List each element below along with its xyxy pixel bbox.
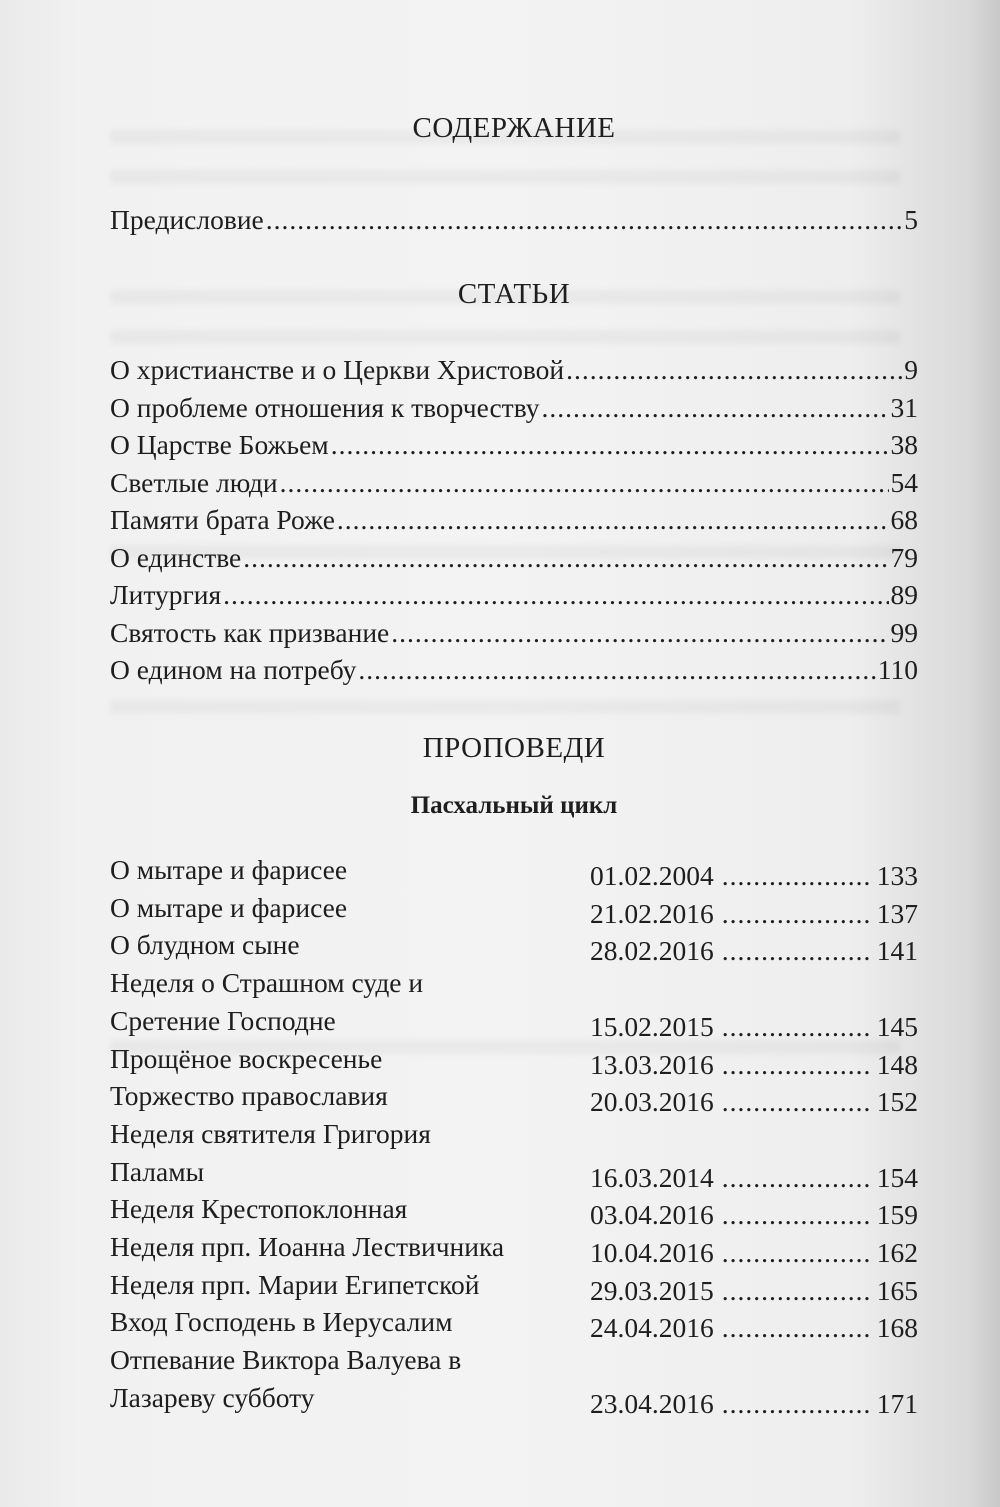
sermon-row (110, 852, 918, 890)
toc-title: Памяти брата Роже (110, 504, 335, 535)
toc-row (110, 465, 918, 501)
toc-row (110, 390, 918, 426)
sermon-date: 29.03.2015 (590, 1274, 714, 1306)
toc-page-number: 152 (876, 1086, 918, 1118)
sermon-date-page (590, 1386, 918, 1422)
leader-dots (243, 540, 888, 576)
sermon-title: Неделя Крестопоклонная (110, 1193, 408, 1225)
leader-dots (722, 1310, 873, 1346)
toc-page-number: 171 (876, 1387, 918, 1419)
leader-dots (722, 1386, 873, 1422)
toc-page-number: 89 (890, 579, 918, 610)
sermon-date: 03.04.2016 (590, 1199, 714, 1231)
sermon-title: О блудном сыне (110, 929, 300, 961)
toc-page-number: 31 (890, 391, 918, 423)
sermon-title: Вход Господень в Иерусалим (110, 1306, 453, 1338)
sermon-title: О мытаре и фарисее (110, 891, 348, 923)
leader-dots (566, 352, 902, 388)
sermon-row (110, 1229, 918, 1267)
toc-row-preface (110, 202, 918, 238)
sermon-row (110, 890, 918, 928)
sermon-row (110, 1191, 918, 1229)
sermon-title: Отпевание Виктора Валуева в (110, 1344, 462, 1376)
leader-dots (722, 1160, 873, 1196)
leader-dots (331, 427, 889, 463)
toc-row (110, 502, 918, 538)
sermon-date-page (590, 1160, 918, 1196)
sermon-title: О мытаре и фарисее (110, 854, 348, 885)
toc-title: О проблеме отношения к творчеству (110, 391, 540, 423)
toc-row (110, 352, 918, 388)
sermon-date-page (590, 896, 918, 932)
toc-page-number: 9 (904, 354, 918, 385)
toc-page-number: 145 (876, 1010, 918, 1042)
toc-page-number: 38 (890, 429, 918, 460)
leader-dots (391, 615, 888, 651)
sermon-date-page (590, 858, 918, 894)
toc-page-number: 162 (876, 1237, 918, 1268)
toc-row (110, 652, 918, 688)
sermon-date-page (590, 1273, 918, 1309)
sermon-date: 23.04.2016 (590, 1387, 714, 1419)
sermon-date: 28.02.2016 (590, 935, 714, 967)
leader-dots (266, 202, 903, 238)
leader-dots (542, 390, 889, 426)
sermon-date: 01.02.2004 (590, 860, 714, 891)
sermon-row (110, 965, 918, 1040)
leader-dots (722, 1235, 873, 1271)
toc-page-number: 137 (876, 897, 918, 929)
leader-dots (722, 1047, 873, 1083)
sermon-row (110, 1078, 918, 1116)
sermon-date: 15.02.2015 (590, 1010, 714, 1042)
sermon-title-continued: Сретение Господне (110, 1004, 336, 1036)
sermons-heading: ПРОПОВЕДИ (422, 732, 606, 764)
leader-dots (722, 1197, 873, 1233)
sermon-date-page (590, 1235, 918, 1271)
toc-title: Литургия (110, 579, 222, 610)
sermon-title: Неделя святителя Григория (110, 1117, 431, 1149)
toc-title: О христианстве и о Церкви Христовой (110, 354, 565, 385)
sermon-date: 13.03.2016 (590, 1048, 714, 1080)
sermon-date-page (590, 1084, 918, 1120)
toc-title: О единстве (110, 541, 242, 573)
toc-page-number: 141 (876, 935, 918, 967)
leader-dots (337, 502, 889, 538)
leader-dots (722, 1009, 873, 1045)
leader-dots (722, 1084, 873, 1120)
toc-title: О едином на потребу (110, 654, 357, 685)
cycle-heading: Пасхальный цикл (410, 792, 618, 819)
toc-row (110, 577, 918, 613)
toc-page-number: 110 (877, 654, 918, 685)
leader-dots (223, 577, 888, 613)
sermon-title: Неделя прп. Марии Египетской (110, 1268, 480, 1300)
sermon-title: Прощёное воскресенье (110, 1042, 383, 1074)
sermon-row (110, 1304, 918, 1342)
toc-page-number: 79 (890, 541, 918, 573)
toc-title: Предисловие (110, 204, 264, 235)
sermon-date: 21.02.2016 (590, 897, 714, 929)
sermon-title: Неделя прп. Иоанна Лествичника (110, 1231, 505, 1262)
toc-page-number: 5 (904, 204, 918, 235)
sermon-date-page (590, 1310, 918, 1346)
toc-title: Светлые люди (110, 466, 278, 498)
sermon-row (110, 1041, 918, 1079)
sermon-row (110, 1116, 918, 1191)
toc-page-number: 168 (876, 1312, 918, 1344)
sermon-date-page (590, 933, 918, 969)
leader-dots (722, 1273, 873, 1309)
toc-page-number: 54 (890, 466, 918, 498)
contents-title: СОДЕРЖАНИЕ (412, 112, 616, 144)
sermon-date: 10.04.2016 (590, 1237, 714, 1268)
sermon-title: Неделя о Страшном суде и (110, 967, 424, 999)
sermon-date-page (590, 1047, 918, 1083)
leader-dots (722, 858, 873, 894)
toc-page-number: 99 (890, 616, 918, 648)
toc-page-number: 154 (876, 1161, 918, 1193)
table-of-contents (110, 0, 918, 1507)
sermon-date-page (590, 1197, 918, 1233)
toc-page-number: 68 (890, 504, 918, 535)
sermon-title: Торжество православия (110, 1080, 388, 1112)
sermon-title-continued: Лазареву субботу (110, 1381, 315, 1413)
sermon-date: 16.03.2014 (590, 1161, 714, 1193)
leader-dots (722, 933, 873, 969)
leader-dots (280, 465, 889, 501)
toc-row (110, 540, 918, 576)
toc-title: Святость как призвание (110, 616, 390, 648)
toc-page-number: 133 (876, 860, 918, 891)
toc-page-number: 159 (876, 1199, 918, 1231)
toc-title: О Царстве Божьем (110, 429, 329, 460)
sermon-title-continued: Паламы (110, 1155, 205, 1187)
toc-page-number: 165 (876, 1274, 918, 1306)
sermon-date: 24.04.2016 (590, 1312, 714, 1344)
leader-dots (358, 652, 875, 688)
sermon-date-page (590, 1009, 918, 1045)
articles-heading: СТАТЬИ (457, 278, 571, 310)
toc-page-number: 148 (876, 1048, 918, 1080)
toc-row (110, 615, 918, 651)
sermon-row (110, 1342, 918, 1417)
sermon-row (110, 1267, 918, 1305)
sermon-row (110, 927, 918, 965)
leader-dots (722, 896, 873, 932)
sermon-date: 20.03.2016 (590, 1086, 714, 1118)
toc-row (110, 427, 918, 463)
